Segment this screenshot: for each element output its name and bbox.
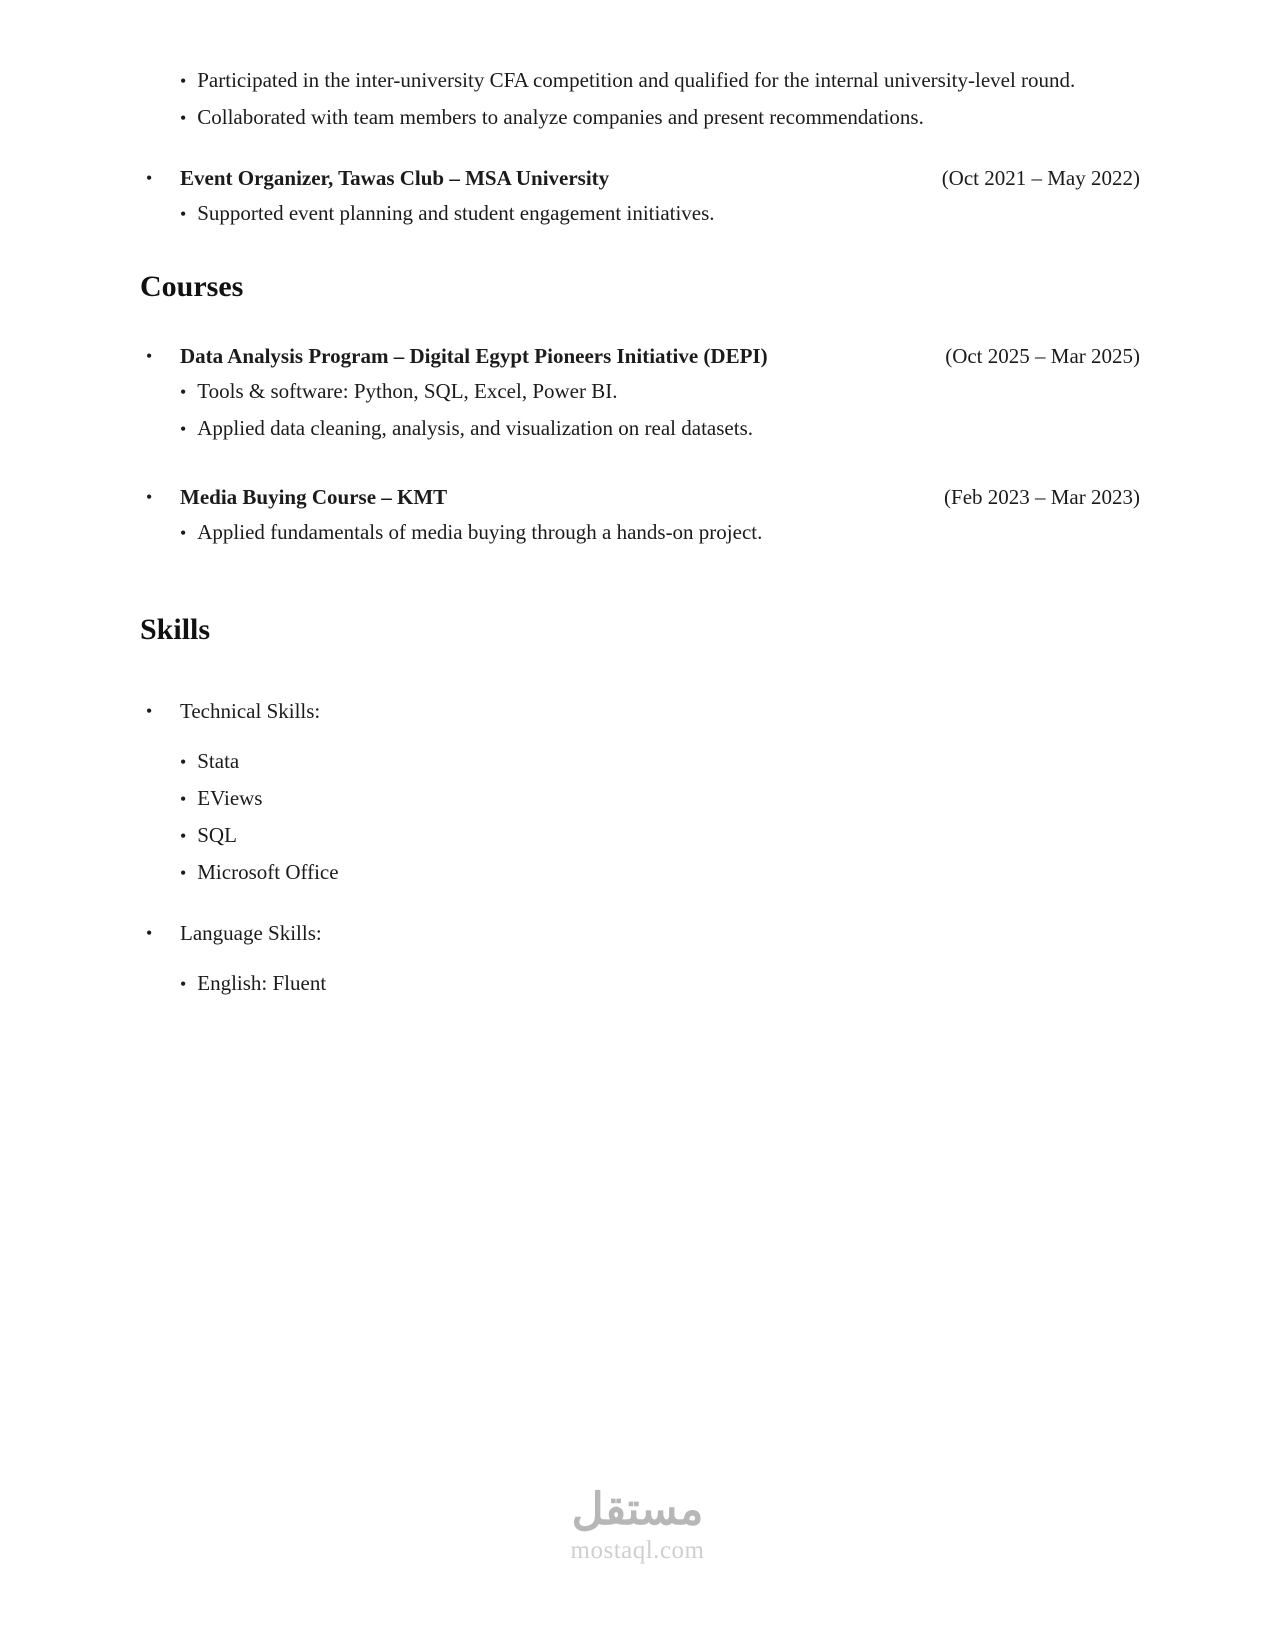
experience-entry (140, 162, 1140, 230)
skills-heading: Skills (140, 613, 211, 646)
course-entry-date: (Feb 2023 – Mar 2023) (944, 485, 1140, 509)
experience-entry-date: (Oct 2021 – May 2022) (941, 166, 1140, 190)
course-entry-date: (Oct 2025 – Mar 2025) (945, 344, 1140, 368)
skill-group-language (140, 917, 1140, 1000)
skill-items (180, 745, 1140, 889)
course-entry-title: Media Buying Course – KMT (180, 485, 448, 509)
skill-item: • Stata (180, 745, 1140, 778)
course-entry-title: Data Analysis Program – Digital Egypt Pioneers Initiative (DEPI) (180, 344, 768, 368)
skill-group-label: Language Skills: (180, 921, 322, 945)
course-entry-bullets (180, 516, 1140, 549)
bullet-item: • Participated in the inter-university CFA competition and qualified for the internal university-level round. (180, 64, 1140, 97)
mostaql-site-text: mostaql.com (570, 1537, 705, 1564)
bullet-icon: • (146, 346, 153, 366)
skill-items (180, 967, 1140, 1000)
bullet-icon: • (146, 487, 153, 507)
skill-group-head (140, 695, 1140, 727)
watermark (0, 1486, 1275, 1566)
courses-heading: Courses (140, 270, 244, 303)
experience-intro-bullets (180, 64, 1140, 134)
course-entry-bullets (180, 375, 1140, 445)
bullet-icon: • (146, 168, 153, 188)
experience-entry-bullets (180, 197, 1140, 230)
skill-item: • EViews (180, 782, 1140, 815)
course-entry (140, 481, 1140, 549)
bullet-item: • Applied data cleaning, analysis, and visualization on real datasets. (180, 412, 1140, 445)
bullet-item: • Supported event planning and student engagement initiatives. (180, 197, 1140, 230)
skill-group-head (140, 917, 1140, 949)
bullet-item: • Collaborated with team members to analyze companies and present recommendations. (180, 101, 1140, 134)
bullet-item: • Tools & software: Python, SQL, Excel, Power BI. (180, 375, 1140, 408)
bullet-item: • Applied fundamentals of media buying through a hands-on project. (180, 516, 1140, 549)
course-entry-head (140, 340, 1140, 372)
skill-group-technical (140, 695, 1140, 889)
skill-item: • English: Fluent (180, 967, 1140, 1000)
mostaql-logo: مستقل (571, 1485, 704, 1534)
course-entry (140, 340, 1140, 445)
skill-item: • Microsoft Office (180, 856, 1140, 889)
skill-group-label: Technical Skills: (180, 699, 321, 723)
bullet-icon: • (146, 923, 153, 943)
course-entry-head (140, 481, 1140, 513)
experience-entry-head (140, 162, 1140, 194)
bullet-icon: • (146, 701, 153, 721)
experience-entry-title: Event Organizer, Tawas Club – MSA University (180, 166, 610, 190)
skill-item: • SQL (180, 819, 1140, 852)
